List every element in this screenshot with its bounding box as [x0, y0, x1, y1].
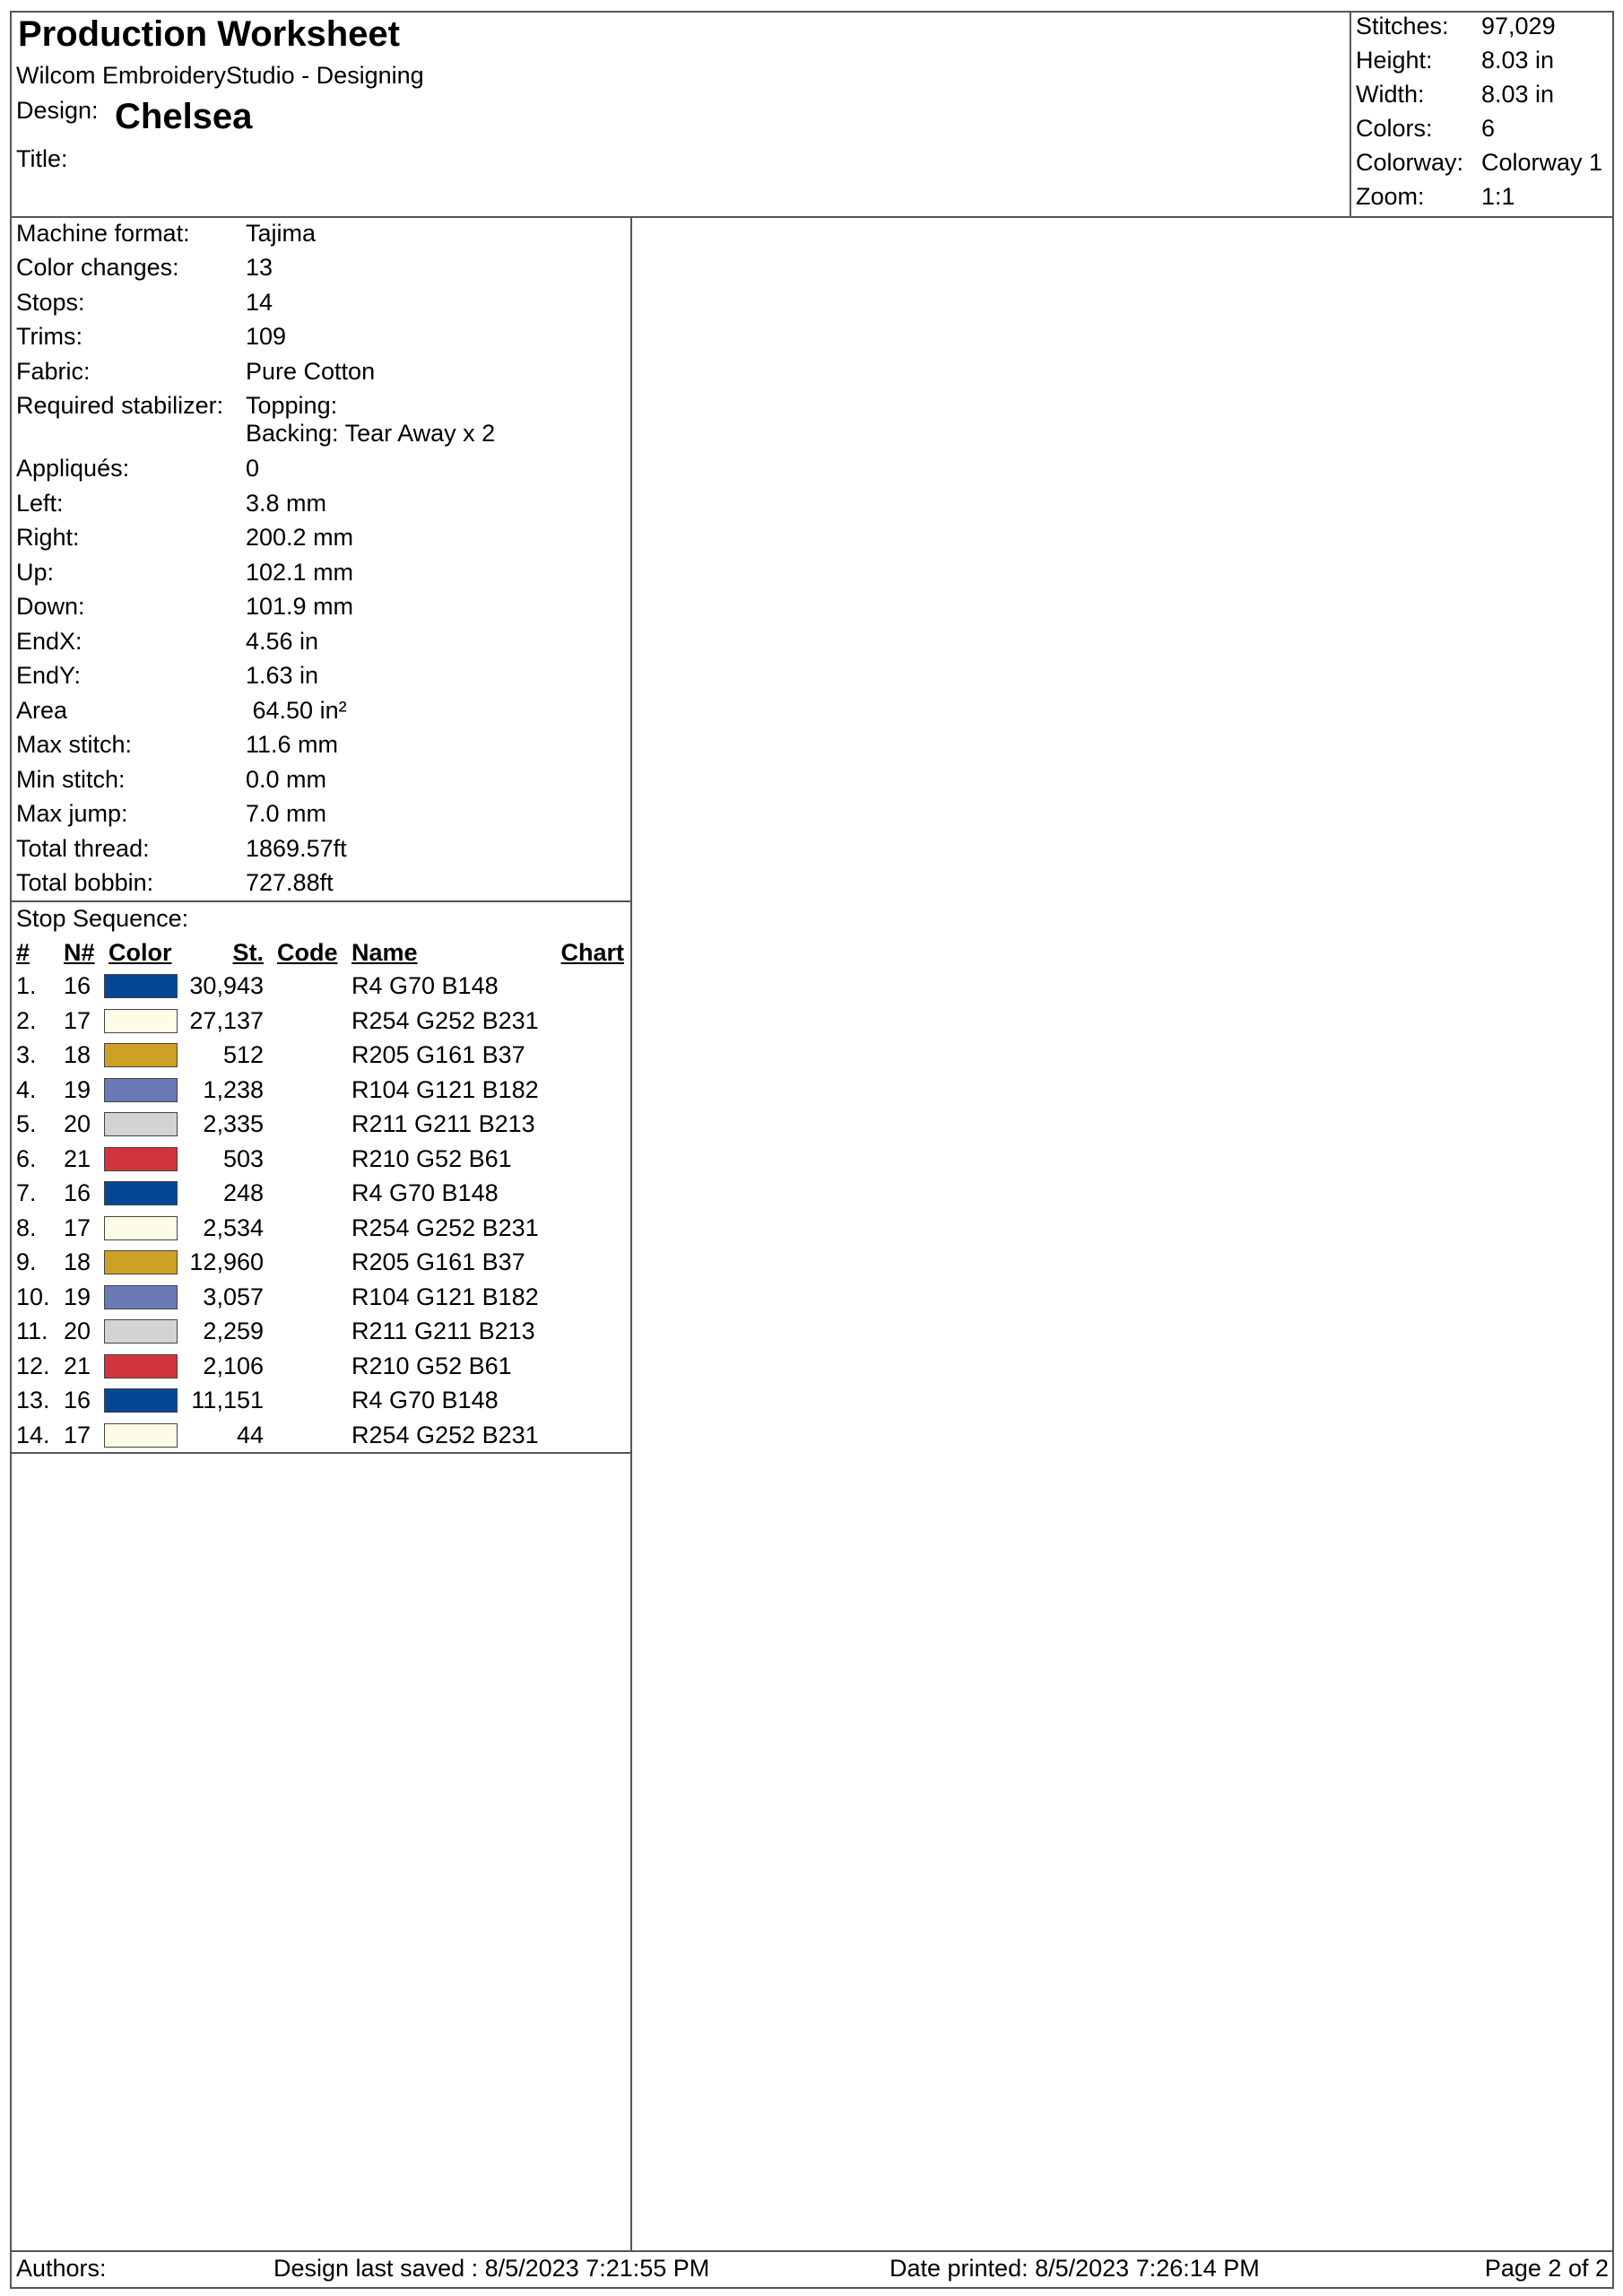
footer-last-saved: Design last saved : 8/5/2023 7:21:55 PM [273, 2255, 710, 2282]
row-number: 11. [16, 1318, 48, 1345]
row-stitches: 2,534 [203, 1213, 264, 1241]
detail-label: Max jump: [16, 800, 128, 827]
summary-row [1356, 117, 1614, 151]
table-row [16, 1006, 626, 1043]
row-number: 3. [16, 1041, 37, 1069]
row-thread-name: R211 G211 B213 [352, 1110, 535, 1138]
col-header-code: Code [277, 939, 338, 966]
detail-label: Left: [16, 489, 64, 517]
row-thread-name: R211 G211 B213 [352, 1318, 535, 1345]
detail-row [16, 457, 626, 491]
summary-value: 97,029 [1481, 13, 1556, 39]
row-stitches: 503 [222, 1144, 264, 1172]
table-header [16, 941, 626, 975]
detail-row [16, 871, 626, 905]
row-number: 9. [16, 1248, 37, 1276]
row-thread-name: R4 G70 B148 [352, 972, 499, 1000]
color-swatch [104, 974, 178, 998]
detail-label: Max stitch: [16, 731, 133, 758]
row-thread-name: R4 G70 B148 [352, 1387, 499, 1414]
summary-value: 1:1 [1481, 183, 1515, 210]
table-row [16, 1043, 626, 1077]
detail-value: 727.88ft [246, 869, 334, 896]
row-needle: 17 [64, 1213, 91, 1241]
col-header-name: Name [352, 939, 418, 966]
row-stitches: 2,106 [203, 1352, 264, 1379]
footer-authors: Authors: [16, 2255, 107, 2282]
col-header-stitches: St. [232, 939, 264, 966]
footer-date-printed: Date printed: 8/5/2023 7:26:14 PM [890, 2255, 1260, 2282]
color-swatch [104, 1043, 178, 1067]
footer-divider [10, 2250, 1614, 2252]
column-divider [630, 216, 632, 2250]
detail-value: 1869.57ft [246, 834, 347, 862]
detail-row [16, 595, 626, 629]
summary-value: Colorway 1 [1481, 149, 1603, 176]
color-swatch [104, 1319, 178, 1344]
row-thread-name: R254 G252 B231 [352, 1421, 539, 1448]
summary-value: 6 [1481, 115, 1496, 142]
detail-row [16, 558, 626, 595]
row-needle: 21 [64, 1352, 91, 1379]
row-needle: 16 [64, 972, 91, 1000]
row-needle: 16 [64, 1387, 91, 1414]
row-stitches: 44 [236, 1421, 264, 1448]
detail-row [16, 765, 626, 802]
row-needle: 20 [64, 1318, 91, 1345]
table-row [16, 1144, 626, 1181]
software-name: Wilcom EmbroideryStudio - Designing [16, 62, 424, 89]
detail-value: 0.0 mm [246, 765, 327, 793]
table-row [16, 974, 626, 1008]
color-swatch [104, 1078, 178, 1102]
summary-row [1356, 151, 1614, 185]
row-stitches: 3,057 [203, 1283, 264, 1310]
row-thread-name: R205 G161 B37 [352, 1248, 525, 1276]
detail-row [16, 733, 626, 767]
row-needle: 19 [64, 1075, 91, 1103]
detail-value: Pure Cotton [246, 357, 376, 385]
row-stitches: 11,151 [191, 1387, 264, 1414]
detail-value: Tajima [246, 220, 317, 247]
detail-label: Total thread: [16, 834, 150, 862]
row-stitches: 2,335 [203, 1110, 264, 1138]
row-thread-name: R254 G252 B231 [352, 1213, 539, 1241]
row-number: 8. [16, 1213, 37, 1241]
detail-label: Right: [16, 524, 80, 551]
detail-row [16, 696, 626, 733]
detail-value: 102.1 mm [246, 558, 354, 586]
summary-value: 8.03 in [1481, 47, 1555, 74]
row-needle: 19 [64, 1283, 91, 1310]
summary-row [1356, 48, 1614, 83]
table-row [16, 1423, 626, 1457]
row-number: 5. [16, 1110, 37, 1138]
row-needle: 20 [64, 1110, 91, 1138]
detail-label: Trims: [16, 323, 82, 351]
row-needle: 18 [64, 1041, 91, 1069]
row-thread-name: R254 G252 B231 [352, 1006, 539, 1034]
detail-label: EndX: [16, 627, 82, 655]
detail-value: 0 [246, 455, 260, 482]
detail-label: Machine format: [16, 220, 190, 247]
row-number: 7. [16, 1179, 37, 1207]
col-header-needle: N# [64, 939, 95, 966]
summary-label: Colors: [1356, 115, 1433, 142]
summary-label: Colorway: [1356, 149, 1464, 176]
detail-row [16, 627, 626, 664]
color-swatch [104, 1388, 178, 1413]
detail-row [16, 256, 626, 290]
row-needle: 16 [64, 1179, 91, 1207]
table-row [16, 1388, 626, 1422]
row-thread-name: R210 G52 B61 [352, 1144, 512, 1172]
color-swatch [104, 1423, 178, 1448]
row-needle: 17 [64, 1006, 91, 1034]
detail-label: Appliqués: [16, 455, 130, 482]
detail-value: 13 [246, 254, 273, 282]
detail-value: 7.0 mm [246, 800, 327, 827]
footer-page-number: Page 2 of 2 [1484, 2255, 1609, 2282]
detail-value: 1.63 in [246, 662, 319, 689]
row-thread-name: R104 G121 B182 [352, 1075, 539, 1103]
summary-label: Zoom: [1356, 183, 1425, 210]
detail-label: Stops: [16, 288, 85, 316]
detail-value: 3.8 mm [246, 489, 327, 517]
detail-value: 64.50 in² [246, 696, 347, 724]
detail-label: Total bobbin: [16, 869, 154, 896]
detail-row [16, 526, 626, 560]
color-swatch [104, 1354, 178, 1378]
detail-row [16, 834, 626, 871]
row-thread-name: R4 G70 B148 [352, 1179, 499, 1207]
detail-row [16, 802, 626, 836]
col-header-color: Color [108, 939, 172, 966]
detail-value: 11.6 mm [246, 731, 339, 758]
summary-label: Stitches: [1356, 13, 1449, 39]
table-row [16, 1285, 626, 1319]
summary-row [1356, 185, 1614, 219]
detail-value: 14 [246, 288, 273, 316]
summary-value: 8.03 in [1481, 81, 1555, 108]
table-row [16, 1181, 626, 1215]
table-row [16, 1213, 626, 1250]
detail-label: Fabric: [16, 357, 91, 385]
stop-sequence-label: Stop Sequence: [16, 905, 189, 932]
details-list [16, 222, 626, 894]
detail-value: 4.56 in [246, 627, 319, 655]
detail-label: Up: [16, 558, 55, 586]
color-swatch [104, 1216, 178, 1240]
row-number: 1. [16, 972, 37, 1000]
row-number: 12. [16, 1352, 50, 1379]
summary-box [1356, 14, 1614, 217]
row-number: 4. [16, 1075, 37, 1103]
row-number: 13. [16, 1387, 50, 1414]
detail-value: 101.9 mm [246, 593, 354, 620]
detail-label: Area [16, 696, 68, 724]
row-needle: 18 [64, 1248, 91, 1276]
detail-row [16, 288, 626, 325]
summary-label: Height: [1356, 47, 1433, 74]
table-row [16, 1112, 626, 1146]
detail-row [16, 491, 626, 526]
detail-value: 200.2 mm [246, 524, 354, 551]
color-swatch [104, 1147, 178, 1171]
row-stitches: 27,137 [189, 1006, 264, 1034]
detail-row [16, 222, 626, 256]
design-label: Design: [16, 97, 99, 124]
row-number: 14. [16, 1421, 50, 1448]
table-row [16, 1075, 626, 1112]
summary-row [1356, 14, 1614, 48]
detail-label: Color changes: [16, 254, 179, 282]
color-swatch [104, 1250, 178, 1274]
row-number: 2. [16, 1006, 37, 1034]
summary-row [1356, 83, 1614, 117]
page-title: Production Worksheet [18, 14, 400, 54]
summary-divider [1350, 11, 1351, 218]
col-header-number: # [16, 939, 30, 966]
col-header-chart: Chart [560, 939, 624, 966]
detail-label: Min stitch: [16, 765, 126, 793]
row-stitches: 248 [222, 1179, 264, 1207]
row-number: 6. [16, 1144, 37, 1172]
color-swatch [104, 1112, 178, 1136]
detail-value: Topping: [246, 392, 338, 419]
detail-label: Required stabilizer: [16, 392, 224, 419]
title-label: Title: [16, 145, 68, 172]
stop-sequence-table [16, 941, 626, 1448]
detail-label: Down: [16, 593, 85, 620]
detail-row [16, 357, 626, 394]
summary-label: Width: [1356, 81, 1425, 108]
table-row [16, 1250, 626, 1284]
detail-row [16, 325, 626, 359]
detail-row [16, 394, 626, 448]
row-thread-name: R205 G161 B37 [352, 1041, 525, 1069]
design-name: Chelsea [115, 97, 253, 136]
row-stitches: 12,960 [189, 1248, 264, 1276]
row-needle: 17 [64, 1421, 91, 1448]
detail-value-secondary: Backing: Tear Away x 2 [246, 420, 496, 447]
row-number: 10. [16, 1283, 50, 1310]
table-row [16, 1319, 626, 1353]
color-swatch [104, 1009, 178, 1033]
row-needle: 21 [64, 1144, 91, 1172]
row-stitches: 30,943 [189, 972, 264, 1000]
row-stitches: 1,238 [203, 1075, 264, 1103]
table-row [16, 1354, 626, 1388]
detail-row [16, 664, 626, 698]
row-thread-name: R210 G52 B61 [352, 1352, 512, 1379]
detail-label: EndY: [16, 662, 82, 689]
color-swatch [104, 1181, 178, 1205]
row-thread-name: R104 G121 B182 [352, 1283, 539, 1310]
color-swatch [104, 1285, 178, 1309]
row-stitches: 2,259 [203, 1318, 264, 1345]
row-stitches: 512 [222, 1041, 264, 1069]
detail-value: 109 [246, 323, 287, 351]
